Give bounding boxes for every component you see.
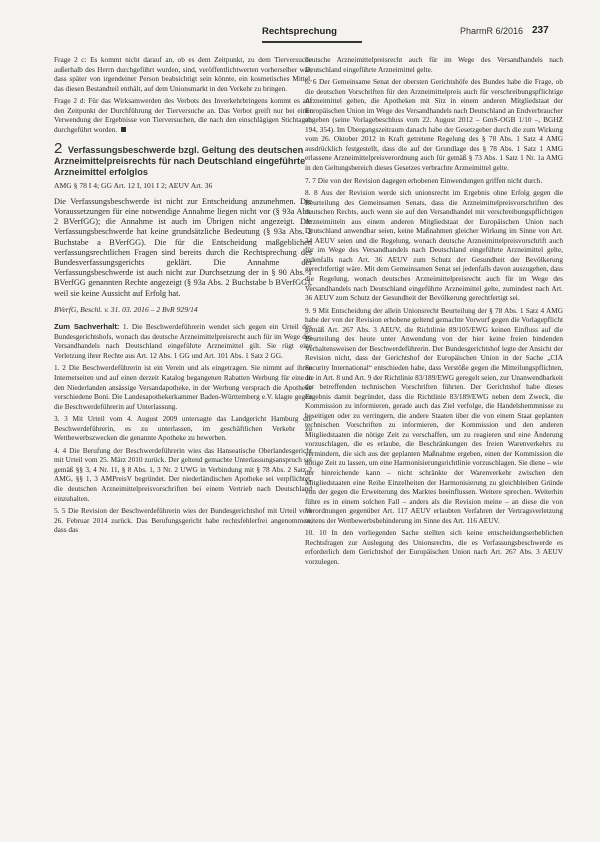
facts-paragraph: 1. 2 Die Beschwerdeführerin ist ein Verein und als eingetragen. Sie nimmt auf ihren Internetseiten und auf einen derzeit Katalog begangenen Rabatten Werbung für eine in den Niederlanden ansässige Versandapotheke, in der Werbung versprach die Apotheke verschiedene Boni. Die Landesapothekerkammer Baden-Württemberg e.V. klagte gegen die Beschwerdeführerin auf Unterlassung.	[54, 363, 312, 411]
end-of-article-mark	[121, 127, 126, 132]
facts-paragraph: 4. 4 Die Berufung der Beschwerdeführerin wies das Hanseatische Oberlandesgericht mit Urteil vom 25. März 2010 zurück. Der geltend gemachte Unterlassungsanspruch sei gemäß §§ 3, 4 Nr. 11, § 8 Abs. 1, 3 Nr. 2 UWG in Verbindung mit § 78 Abs. 2 Satz 2 AMG, §§ 1, 3 AMPreisV begründet. Der niederländischen Apotheke sei verpflichtet, die deutschen Arzneimittelpreisvorschriften bei einem Vertrieb nach Deutschland einzuhalten.	[54, 445, 312, 503]
journal-issue: PharmR 6/2016	[460, 26, 524, 36]
headnote: Die Verfassungsbeschwerde ist nicht zur Entscheidung anzunehmen. Die Voraussetzungen für eine notwendige Annahme liegen nicht vor (§ 93a Abs. 2 BVerfGG); die Annahme ist auch im Übrigen nicht angezeigt. Die Verfassungsbeschwerde hat keine grundsätzliche Bedeutung (§ 93a Abs. 2 Buchstabe a BVerfGG). Die für die Entscheidung maßgeblichen verfassungsrechtlichen Fragen sind bereits durch die Rechtsprechung des Bundesverfassungsgerichts geklärt. Die Annahme der Verfassungsbeschwerde ist auch nicht zur Durchsetzung der in § 90 Abs. 1 BVerfGG genannten Rechte angezeigt (§ 93a Abs. 2 Buchstabe b BVerfGG), weil sie keine Aussicht auf Erfolg hat.	[54, 196, 312, 298]
facts-heading: Zum Sachverhalt:	[54, 322, 120, 332]
statute-references: AMG § 78 I 4; GG Art. 12 I, 101 I 2; AEUV Art. 36	[54, 181, 213, 191]
body-paragraph: 8. 8 Aus der Revision werde sich unionsrecht im Ergebnis ohne Erfolg gegen die Beurteilung des Gemeinsamen Senats, dass die Arzneimittelpreisvorschriften des deutschen Rechts, auch wenn sie auf den Versandhandel mit verschreibungspflichtigen Arzneimitteln aus einem anderen Mitgliedstaat der Europäischen Union nach Deutschland anwendbar seien, keine Maßnahmen gleicher Wirkung im Sinne von Art. 34 AEUV seien und die Regelung, wonach deutsche Arzneimittelpreisvorschrift auch für im Wege des Versandhandels nach Deutschland eingeführte Arzneimittel gelte, jedenfalls nach Art. 36 AEUV zum Schutz der Gesundheit der Bevölkerung gerechtfertigt wäre. Mit dem Gemeinsamen Senat sei jedenfalls davon auszugehen, dass die Regelung, wonach deutsches Arzneimittelpreisrecht auch für im Wege des Versandhandels nach Deutschland eingeführte Arzneimittel gelte, zumindest nach Art. 36 AEUV zum Schutz der Gesundheit der Bevölkerung gerechtfertigt sei.	[305, 188, 563, 303]
facts-paragraph: 3. 3 Mit Urteil vom 4. August 2009 untersagte das Landgericht Hamburg die Beschwerdeführerin, es zu unterlassen, im geschäftlichen Verkehr zu Wettbewerbszwecken die genannte Apotheke zu bewerben.	[54, 414, 312, 443]
article-number: 2	[54, 140, 63, 158]
left-column	[54, 55, 312, 538]
body-paragraph: 6. 6 Der Gemeinsame Senat der obersten Gerichtshöfe des Bundes habe die Frage, ob die deutschen Vorschriften für den Arzneimittelpreis auch für verschreibungspflichtige Arzneimittel gelten, die Apotheken mit Sitz in einem anderen Mitgliedstaat der Europäischen Union im Wege des Versandhandels nach Deutschland an Endverbraucher abgeben (seine Vorlagebeschluss vom 22. August 2012 – GmS-OGB 1/10 –, BGHZ 194, 354). Im Übergangszeitraum danach habe der Gesetzgeber durch die zum Wirkung vom 26. Oktober 2012 in Kraft getretene Regelung des § 78 Abs. 1 Satz 4 AMG ausdrücklich festgestellt, dass die auf der Grundlage des § 78 Abs. 1 Satz 1 AMG erlassene Arzneimittelpreisverordnung auch für gemäß § 73 Abs. 1 Satz 1 Nr. 1a AMG in den Geltungsbereich dieses Gesetzes verbrachte Arzneimittel gelte.	[305, 77, 563, 173]
body-paragraph: 10. 10 In den vorliegenden Sache stellten sich keine entscheidungserheblichen Rechtsfragen zur Auslegung des Unionsrechts, die es Verfassungsbeschwerde es erforderlich dem Gerichtshof der Europäischen Union nach Art. 267 Abs. 3 AEUV vorzulegen.	[305, 528, 563, 566]
intro-paragraph: Frage 2 c: Es kommt nicht darauf an, ob es dem Zeitpunkt, zu dem Tierversuche außerhalb des Herrn durchgeführt wurden, sind, veröffentlichtwerten vorherselber war, dass später von irgendeiner Person beabsichtigt sein könnte, ein kosmetisches Mittel, das diesen Bestandteil enthält, auf dem Unionsmarkt in den Verkehr zu bringen.	[54, 55, 312, 93]
facts-paragraph: Zum Sachverhalt: 1. Die Beschwerdeführerin wendet sich gegen ein Urteil des Bundesgerichtshofs, wonach das deutsche Arzneimittelpreisrecht auch für im Wege des Versandhandels nach Deutschland eingeführte Arzneimittel gilt. Sie rügt eine Verletzung ihrer Rechte aus Art. 12 Abs. 1 GG und Art. 101 Abs. 1 Satz 2 GG.	[54, 322, 313, 360]
facts-paragraph: 5. 5 Die Revision der Beschwerdeführerin wies der Bundesgerichtshof mit Urteil vom 26. Februar 2014 zurück. Das Berufungsgericht habe rechtsfehlerfrei angenommen, dass das	[54, 506, 312, 535]
article-heading: Verfassungsbeschwerde bzgl. Geltung des deutschen Arzneimittelpreisrechts für nach Deutschland eingeführte Arzneimittel erfolglos	[54, 145, 306, 177]
section-title: Rechtsprechung	[262, 26, 337, 37]
header-rule	[262, 41, 362, 43]
page-header	[262, 26, 562, 42]
page-number: 237	[532, 25, 549, 36]
article-title	[54, 140, 312, 177]
body-paragraph: deutsche Arzneimittelpreisrecht auch für im Wege des Versandhandels nach Deutschland eingeführte Arzneimittel gelte.	[305, 55, 563, 74]
body-paragraph: 9. 9 Mit Entscheidung der allein Unionsrecht Beurteilung der § 78 Abs. 1 Satz 4 AMG habe der von der Revision erhobene geltend gemachte Vorwurf gegen die Vorlagepflicht gemäß Art. 267 Abs. 3 AEUV, die Richtlinie 89/105/EWG keinen Einfluss auf die Beurteilung des heute unter Anwendung von der hier keine freien bindenden Verhaltensweisen der Beschwerdeführerin. Der Bundesgerichtshof legte der Ansicht der Revision nicht, dass der Gerichtshof der Europäischen Union in der Sache „CIA Security International“ entschieden habe, dass Verstöße gegen die Mitteilungspflichten, die in Art. 8 und Art. 9 der Richtlinie 83/189/EWG geregelt seien, zur Unanwendbarkeit der betreffenden technischen Vorschriften führten. Der Gerichtshof habe dieses Ergebnis damit begründet, dass die Richtlinie 83/189/EWG neben dem Zweck, die Kommission zu informieren, gerade auch das Ziel verfolge, die Handelshemmnisse zu beseitigen oder zu verringern, die andere Staaten über die von einem Staat geplanten technischen Vorschriften zu informieren, der Kommission und den anderen Mitgliedstaaten die nötige Zeit zu verschaffen, um zu reagieren und eine Änderung vorzuschlagen, die es erlaube, die Beschränkungen des freien Warenverkehrs zu vermindern, die sich aus der geplanten Maßnahme ergeben, einen der Kommission die nötige Zeit zu lassen, um eine Harmonisierungsrichtlinie vorzuschlagen. Sie diene – wie der hinreichende kann – nicht schränkte der Warenverkehr zwischen den Mitgliedstaaten eine Reihe Einzelheiten der Harmonisierung zu gleichbleiben Gründe von der gegen die Erweiterung des Marktes beeinflussen. Weitere sprechen. Weiterhin führe es in einem solchen Fall – anders als die Revision meine – an diese die von Verordnungen gegenüber Art. 117 AEUV erlaubten Verfahren der Vertragsverletzung seitens der Wettbewerbsbehinderung im Sinne des Art. 116 AEUV.	[305, 305, 563, 525]
right-column	[305, 55, 563, 569]
decision-citation: BVerfG, Beschl. v. 31. 03. 2016 – 2 BvR 929/14	[54, 304, 198, 314]
body-paragraph: 7. 7 Die von der Revision dagegen erhobenen Einwendungen griffen nicht durch.	[305, 175, 543, 185]
intro-paragraph: Frage 2 d: Für das Wirksamwerden des Verbots des Inverkehrbringens kommt es auf den Zeitpunkt der Durchführung der Tierversuche an. Das Verbot greift nur bei einer Verwendung der Ergebnisse von Tierversuchen, die nach den einschlägigen Stichtagen durchgeführt worden.	[54, 96, 312, 134]
